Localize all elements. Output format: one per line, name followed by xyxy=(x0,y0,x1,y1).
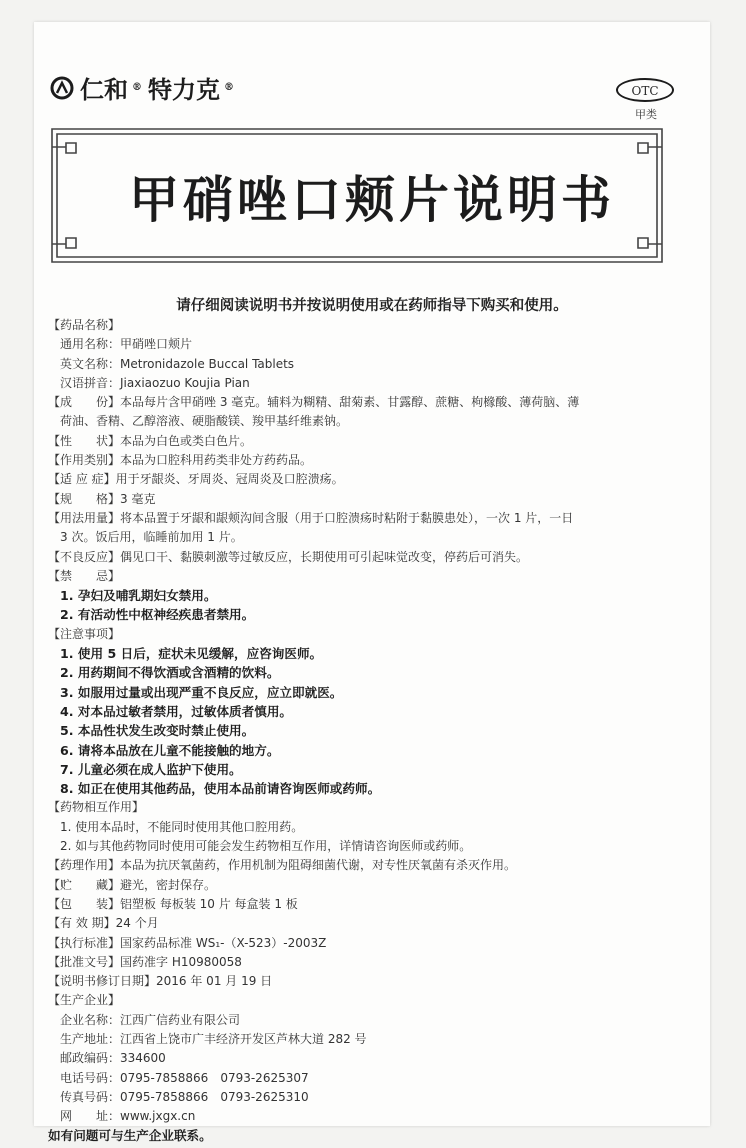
interaction-item: 1. 使用本品时，不能同时使用其他口腔用药。 xyxy=(60,819,304,834)
precaution-item: 5. 本品性状发生改变时禁止使用。 xyxy=(60,723,255,739)
interaction-item: 2. 如与其他药物同时使用可能会发生药物相互作用，详情请咨询医师或药师。 xyxy=(60,839,472,854)
precaution-item: 3. 如服用过量或出现严重不良反应，应立即就医。 xyxy=(60,684,343,700)
manufacturer-company: 企业名称：江西广信药业有限公司 xyxy=(60,1012,241,1027)
leaflet-sheet xyxy=(34,22,710,1144)
otc-badge: OTC xyxy=(616,78,674,102)
pharmacology-row xyxy=(48,856,698,875)
precaution-item: 7. 儿童必须在成人监护下使用。 xyxy=(60,761,242,777)
english-name: 英文名称：Metronidazole Buccal Tablets xyxy=(60,356,295,371)
registered-mark: ® xyxy=(132,82,142,93)
validity-row xyxy=(48,914,698,933)
indications-row xyxy=(48,470,698,489)
revision-row xyxy=(48,972,698,991)
category-label: 【作用类别】 xyxy=(48,453,121,468)
storage-row xyxy=(48,876,698,895)
pinyin-name: 汉语拼音：Jiaxiaozuo Koujia Pian xyxy=(60,375,250,390)
manufacturer-postcode: 邮政编码：334600 xyxy=(60,1051,166,1066)
section-heading-contra: 【禁 忌】 xyxy=(48,568,121,583)
ingredients-text-cont: 荷油、香精、乙醇溶液、硬脂酸镁、羧甲基纤维素钠。 xyxy=(60,414,349,429)
adverse-label: 【不良反应】 xyxy=(48,549,121,564)
manufacturer-fax: 传真号码：0795-7858866 0793-2625310 xyxy=(60,1089,309,1104)
read-instructions-notice: 请仔细阅读说明书并按说明使用或在药师指导下购买和使用。 xyxy=(176,298,568,314)
generic-name: 通用名称：甲硝唑口颊片 xyxy=(60,337,193,352)
contra-item: 1. 孕妇及哺乳期妇女禁用。 xyxy=(60,588,217,604)
adverse-text: 偶见口干、黏膜刺激等过敏反应，长期使用可引起味觉改变，停药后可消失。 xyxy=(120,549,529,564)
brand-product: 特力克 xyxy=(148,75,220,104)
approval-label: 【批准文号】 xyxy=(48,954,121,969)
registered-mark-2: ® xyxy=(224,82,234,93)
precaution-item: 8. 如正在使用其他药品，使用本品前请咨询医师或药师。 xyxy=(60,781,381,797)
packaging-label: 【包 装】 xyxy=(48,896,121,911)
manufacturer-phone: 电话号码：0795-7858866 0793-2625307 xyxy=(60,1070,309,1085)
pharmacology-label: 【药理作用】 xyxy=(48,858,121,873)
precaution-item: 1. 使用 5 日后，症状未见缓解，应咨询医师。 xyxy=(60,646,323,662)
brand-logo-block xyxy=(50,70,234,105)
section-heading-interactions: 【药物相互作用】 xyxy=(48,800,145,815)
storage-text: 避光，密封保存。 xyxy=(120,877,217,892)
renhe-logo-icon xyxy=(50,76,74,100)
spec-label: 【规 格】 xyxy=(48,491,121,506)
ingredients-label: 【成 份】 xyxy=(48,395,121,410)
storage-label: 【贮 藏】 xyxy=(48,877,121,892)
packaging-row xyxy=(48,895,698,914)
validity-label: 【有 效 期】 xyxy=(48,916,116,931)
standard-row xyxy=(48,934,698,953)
standard-text: 国家药品标准 WS₁-（X-523）-2003Z xyxy=(120,935,327,950)
document-title: 甲硝唑口颊片说明书 xyxy=(129,170,615,229)
manufacturer-website: 网 址：www.jxgx.cn xyxy=(60,1109,196,1124)
adverse-row xyxy=(48,548,698,567)
packaging-text: 铝塑板 每板装 10 片 每盒装 1 板 xyxy=(120,896,298,911)
ingredients-row xyxy=(48,393,698,412)
precaution-item: 2. 用药期间不得饮酒或含酒精的饮料。 xyxy=(60,665,280,681)
indications-label: 【适 应 症】 xyxy=(48,472,116,487)
spec-text: 3 毫克 xyxy=(120,491,156,506)
spec-row xyxy=(48,490,698,509)
section-heading-name: 【药品名称】 xyxy=(48,318,121,332)
pharmacology-text: 本品为抗厌氧菌药，作用机制为阻碍细菌代谢，对专性厌氧菌有杀灭作用。 xyxy=(120,858,517,873)
category-row xyxy=(48,451,698,470)
contra-item: 2. 有活动性中枢神经疾患者禁用。 xyxy=(60,607,255,623)
revision-text: 2016 年 01 月 19 日 xyxy=(156,974,273,989)
standard-label: 【执行标准】 xyxy=(48,935,121,950)
validity-text: 24 个月 xyxy=(115,916,159,931)
appearance-row xyxy=(48,432,698,451)
otc-class: 甲类 xyxy=(635,108,657,121)
dosage-text: 将本品置于牙龈和龈颊沟间含服（用于口腔溃疡时粘附于黏膜患处），一次 1 片，一日 xyxy=(120,510,574,525)
approval-row xyxy=(48,953,698,972)
dosage-text-cont: 3 次。饭后用，临睡前加用 1 片。 xyxy=(60,530,243,545)
precaution-item: 6. 请将本品放在儿童不能接触的地方。 xyxy=(60,742,280,758)
revision-label: 【说明书修订日期】 xyxy=(48,974,157,989)
otc-block xyxy=(616,78,676,122)
precaution-item: 4. 对本品过敏者禁用，过敏体质者慎用。 xyxy=(60,703,293,719)
ingredients-text: 本品每片含甲硝唑 3 毫克。辅料为糊精、甜菊素、甘露醇、蔗糖、枸橼酸、薄荷脑、薄 xyxy=(120,395,580,410)
leaflet-content xyxy=(48,316,698,1146)
appearance-label: 【性 状】 xyxy=(48,433,121,448)
dosage-row xyxy=(48,509,698,528)
category-text: 本品为口腔科用药类非处方药药品。 xyxy=(120,453,313,468)
approval-text: 国药准字 H10980058 xyxy=(120,954,242,969)
dosage-label: 【用法用量】 xyxy=(48,510,121,525)
section-heading-precautions: 【注意事项】 xyxy=(48,626,121,641)
appearance-text: 本品为白色或类白色片。 xyxy=(120,433,253,448)
section-heading-manufacturer: 【生产企业】 xyxy=(48,993,121,1008)
brand-name: 仁和 xyxy=(80,75,128,104)
footer-contact-note: 如有问题可与生产企业联系。 xyxy=(48,1128,212,1144)
indications-text: 用于牙龈炎、牙周炎、冠周炎及口腔溃疡。 xyxy=(115,472,344,487)
manufacturer-address: 生产地址：江西省上饶市广丰经济开发区芦林大道 282 号 xyxy=(60,1031,367,1046)
